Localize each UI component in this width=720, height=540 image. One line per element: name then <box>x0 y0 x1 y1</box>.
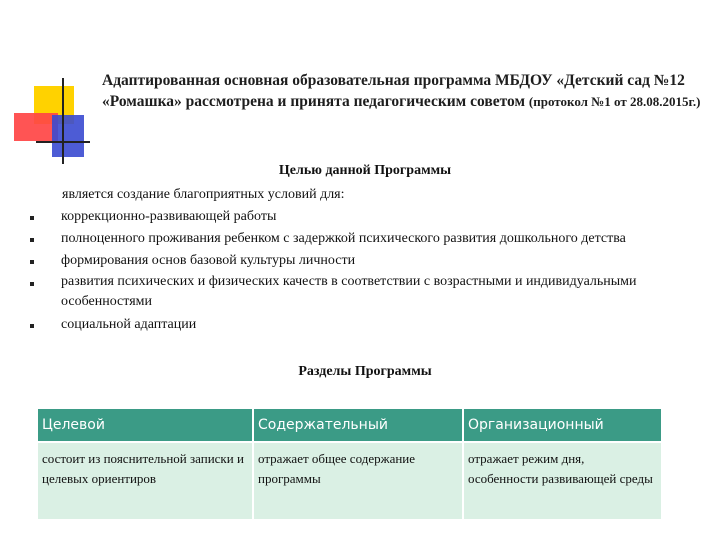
table-row <box>38 443 661 519</box>
page-title <box>102 70 702 112</box>
list-item: развития психических и физических качеств в соответствии с возрастными и индивидуальными особенностями <box>30 272 670 314</box>
sections-table <box>36 409 663 519</box>
decor-horizontal-line <box>36 141 90 143</box>
column-header-target: Целевой <box>38 409 252 443</box>
decor-blue-square <box>52 115 84 157</box>
table-cell-organizational: отражает режим дня, особенности развивающей среды <box>464 443 661 519</box>
table-cell-target: состоит из пояснительной записки и целевых ориентиров <box>38 443 252 519</box>
list-item: социальной адаптации <box>30 314 670 336</box>
goal-heading: Целью данной Программы <box>278 163 452 178</box>
goal-intro: является создание благоприятных условий для: <box>62 187 345 202</box>
title-main: Адаптированная основная образовательная программа МБДОУ «Детский сад №12 «Ромашка» рассмотрена и принята педагогическим советом <box>102 72 685 110</box>
list-item: формирования основ базовой культуры личности <box>30 250 670 272</box>
goal-list <box>30 206 670 336</box>
table-header-row <box>38 409 661 443</box>
table-cell-content: отражает общее содержание программы <box>254 443 462 519</box>
title-protocol: (протокол №1 от 28.08.2015г.) <box>528 94 701 109</box>
sections-heading: Разделы Программы <box>298 364 432 379</box>
list-item: коррекционно-развивающей работы <box>30 206 670 228</box>
decor-vertical-line <box>62 78 64 164</box>
list-item: полноценного проживания ребенком с задержкой психического развития дошкольного детства <box>30 228 670 250</box>
column-header-organizational: Организационный <box>464 409 661 443</box>
column-header-content: Содержательный <box>254 409 462 443</box>
